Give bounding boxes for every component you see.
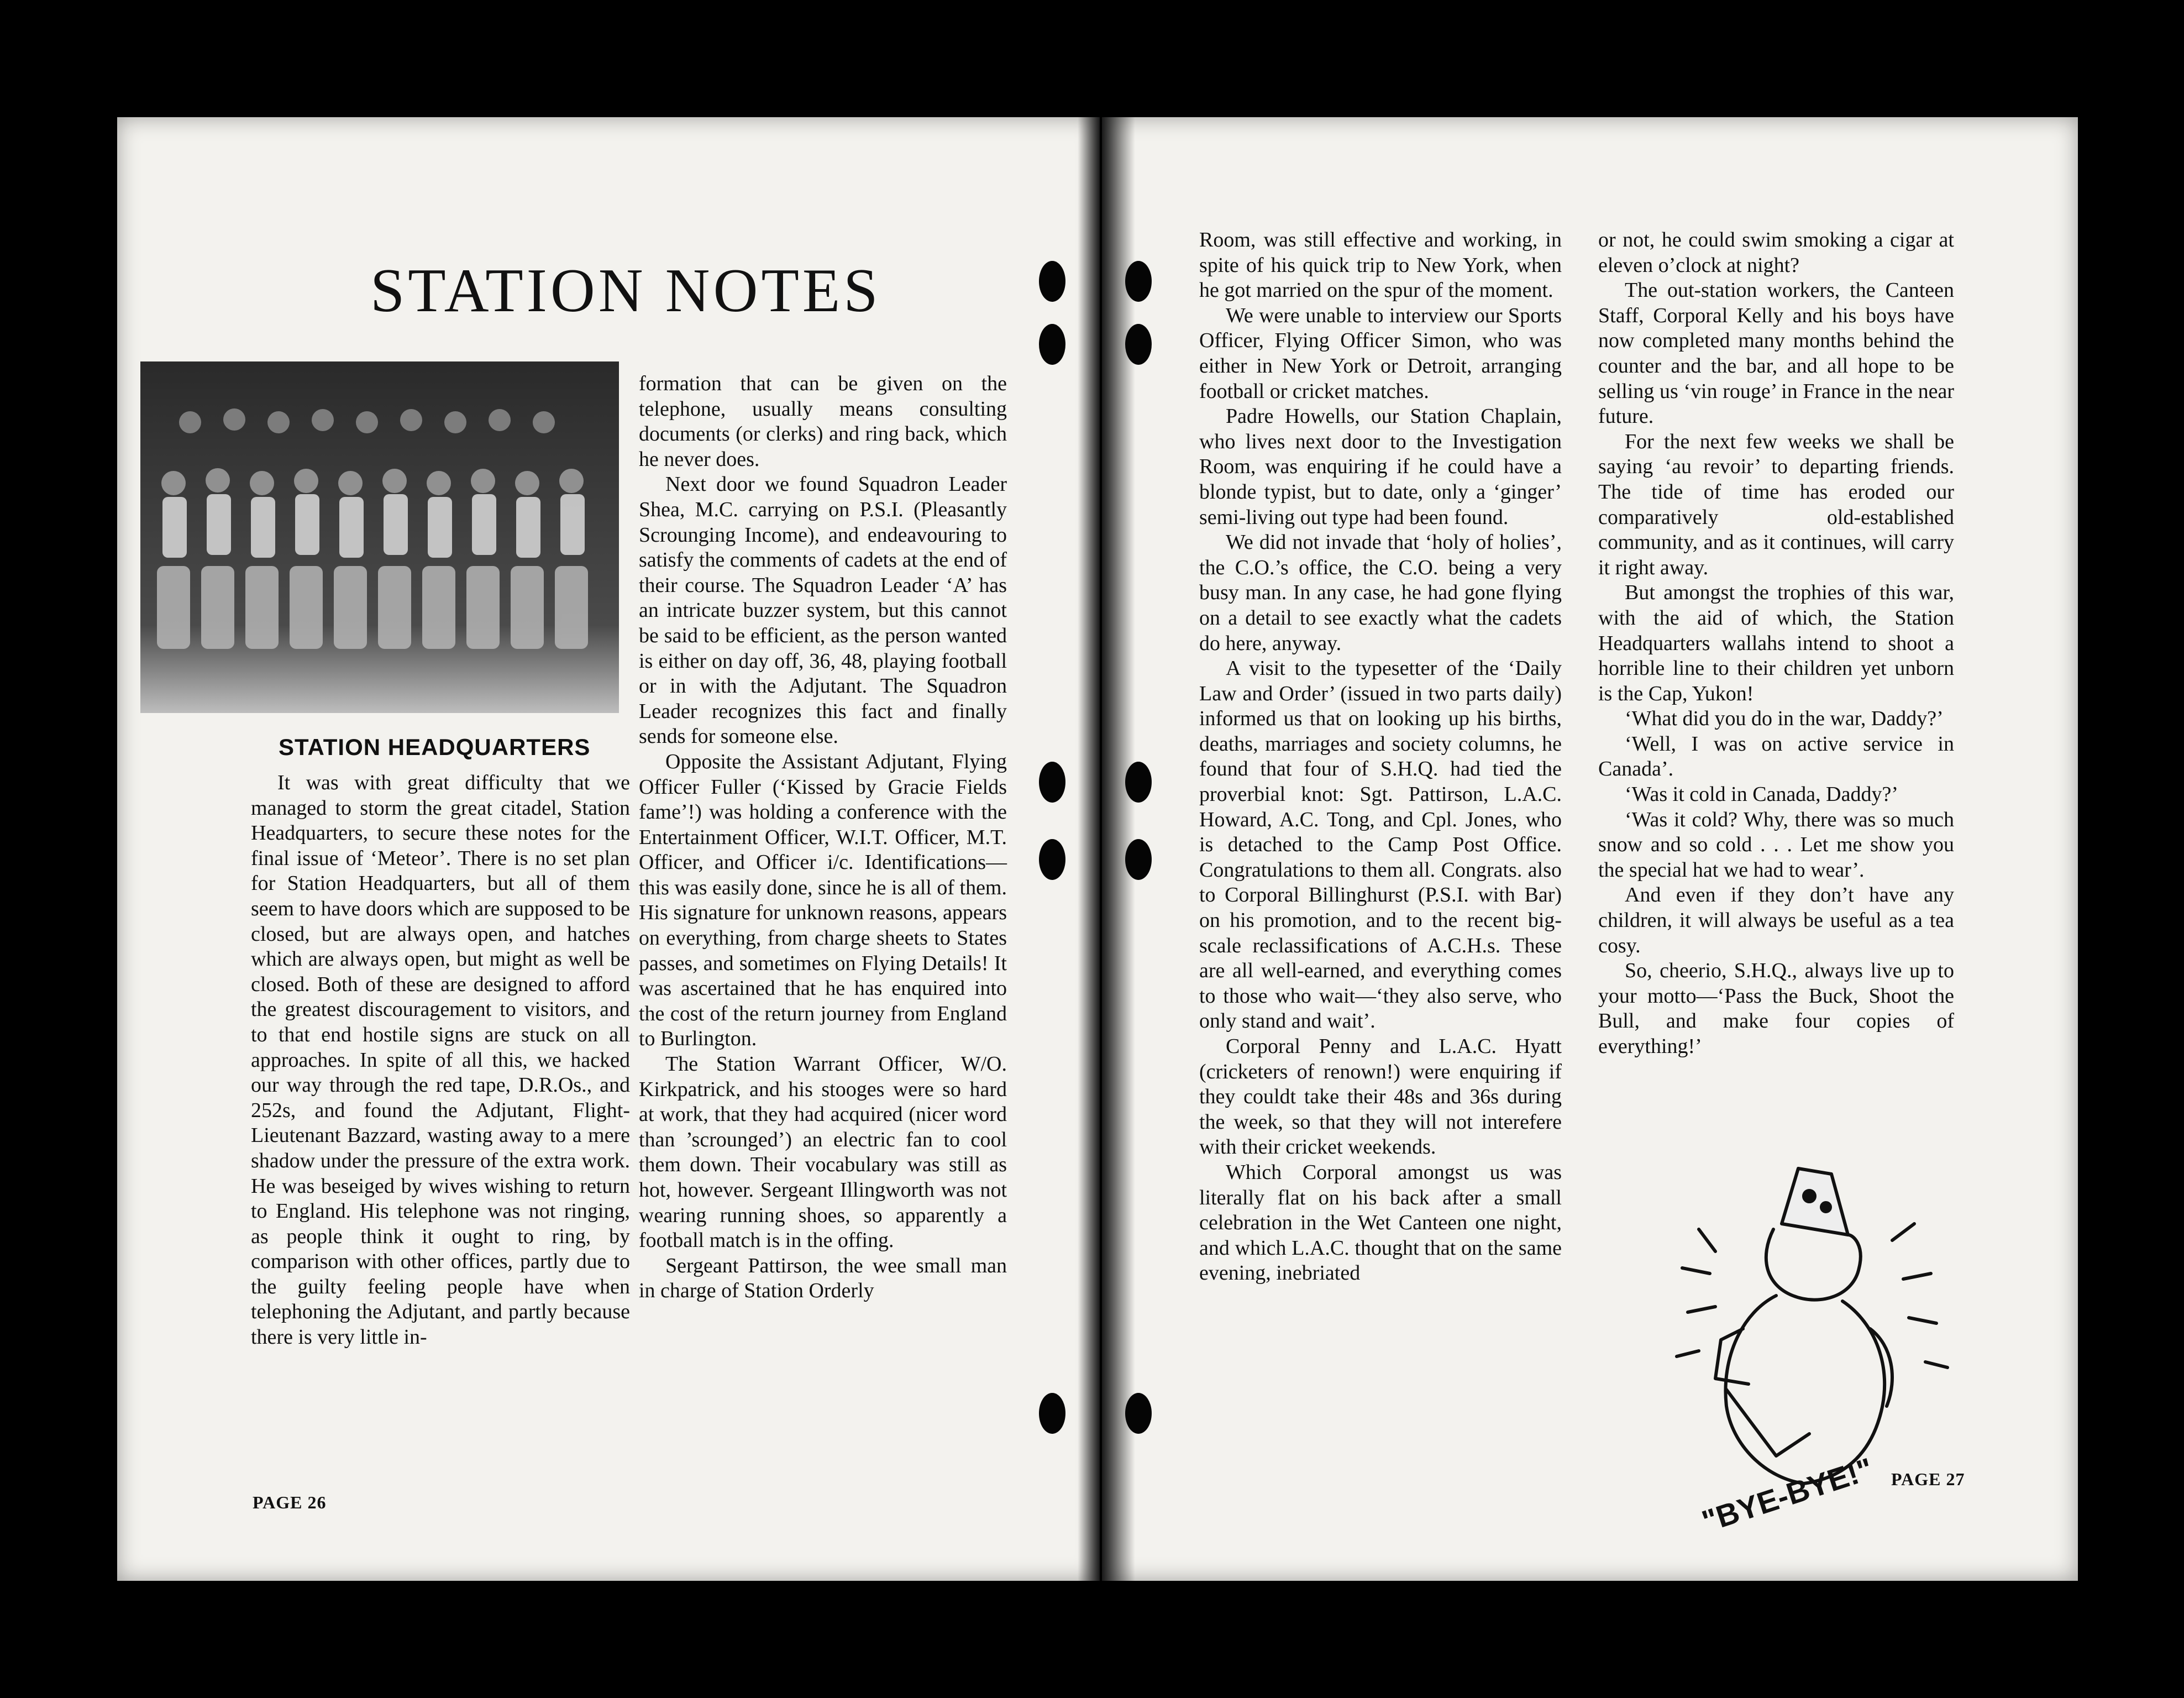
paragraph: Opposite the Assistant Adjutant, Flying Officer Fuller (‘Kissed by Gracie Fields fame’!) was holding a conference with the Entertainment Officer, W.I.T. Officer, M.T. Officer, and Officer i/c. Identifications—this was easily done, since he is all of them. His signature for unknown reasons, appears on everything, from charge sheets to States passes, and sometimes on Flying Details! It was ascertained that he has enquired into the cost of the return journey from England to Burlington. [639,750,1007,1051]
binder-hole [1039,1393,1065,1434]
binder-hole [1039,839,1065,880]
column-1 [251,771,630,1350]
paragraph: Room, was still effective and working, in spite of his quick trip to New York, when he got married on the spur of the moment. [1199,228,1562,302]
cartoon-illustration [1632,1146,1992,1578]
binder-hole [1039,762,1065,803]
column-4 [1598,228,1954,1060]
paragraph: Next door we found Squadron Leader Shea, M.C. carrying on P.S.I. (Pleasantly Scrounging Income), and endeavouring to satisfy the comments of cadets at the end of their course. The Squadron Leader ‘A’ has an intricate buzzer system, but this cannot be said to be efficient, as the person wanted is either on day off, 36, 48, playing football or in with the Adjutant. The Squadron Leader recognizes this fact and finally sends for someone else. [639,473,1007,748]
paragraph: The Station Warrant Officer, W/O. Kirkpatrick, and his stooges were so hard at work, that they had acquired (nicer word than ’scrounged’) an electric fan to cool them down. Their vocabulary was still as hot, however. Sergeant Illingworth was not wearing running shoes, so apparently a football match is in the offing. [639,1052,1007,1252]
paragraph: ‘Was it cold in Canada, Daddy?’ [1625,783,1899,806]
paragraph: And even if they don’t have any children, it will always be useful as a tea cosy. [1598,883,1954,957]
binder-holes-right [1125,0,1175,1698]
binder-hole [1039,324,1065,365]
paragraph: We were unable to interview our Sports Officer, Flying Officer Simon, who was either in New York or Detroit, arranging football or cricket matches. [1199,303,1562,403]
paragraph: or not, he could swim smoking a cigar at eleven o’clock at night? [1598,228,1954,277]
page-number: PAGE 26 [253,1492,327,1512]
binder-hole [1039,261,1065,302]
paragraph: But amongst the trophies of this war, with the aid of which, the Station Headquarters wallahs intend to shoot a horrible line to their children yet unborn is the Cap, Yukon! [1598,581,1954,705]
paragraph: Padre Howells, our Station Chaplain, who lives next door to the Investigation Room, was enquiring if he could have a blonde typist, but to date, only a ‘ginger’ semi-living out type had been found. [1199,405,1562,529]
binder-hole [1125,324,1152,365]
paragraph: A visit to the typesetter of the ‘Daily Law and Order’ (issued in two parts daily) informed us that on looking up his births, deaths, marriages and society columns, he found that four of S.H.Q. had tied the proverbial knot: Sgt. Pattirson, L.A.C. Howard, A.C. Tong, and Cpl. Jones, who is detached to the Camp Post Office. Congratulations to them all. Congrats. also to Corporal Billinghurst (P.S.I. with Bar) on his promotion, and to the recent big-scale reclassifications of A.C.H.s. These are all well-earned, and everything comes to those who wait—‘they also serve, who only stand and wait’. [1199,657,1562,1033]
cartoon-caption: "BYE-BYE!" [1698,1450,1877,1539]
section-heading: STATION HEADQUARTERS [279,734,591,760]
paragraph: ‘What did you do in the war, Daddy?’ [1625,707,1944,731]
crying-man-cartoon-icon [1632,1146,1992,1578]
paragraph: formation that can be given on the telephone, usually means consulting documents (or clerks) and ring back, which he never does. [639,372,1007,471]
binder-holes-left [1039,0,1089,1698]
paragraph: ‘Well, I was on active service in Canada’. [1598,732,1954,781]
paragraph: So, cheerio, S.H.Q., always live up to your motto—‘Pass the Buck, Shoot the Bull, and make four copies of everything!’ [1598,959,1954,1058]
paragraph: For the next few weeks we shall be saying ‘au revoir’ to departing friends. The tide of time has eroded our comparatively old-established community, and as it continues, will carry it right away. [1598,429,1954,579]
page-number: PAGE 27 [1891,1469,1965,1489]
binder-hole [1125,1393,1152,1434]
binder-hole [1125,762,1152,803]
paragraph: Sergeant Pattirson, the wee small man in charge of Station Orderly [639,1254,1007,1303]
left-page [117,117,1100,1581]
group-photo-image [140,361,619,713]
binder-hole [1125,261,1152,302]
page-title: STATION NOTES [370,256,881,325]
paragraph: We did not invade that ‘holy of holies’, the C.O.’s office, the C.O. being a very busy man. In any case, he had gone flying on a detail to see exactly what the cadets do here, anyway. [1199,531,1562,655]
column-2 [639,371,1007,1304]
column-3 [1199,228,1562,1286]
paragraph: Corporal Penny and L.A.C. Hyatt (cricketers of renown!) were enquiring if they couldt take their 48s and 36s during the week, so that they will not interefere with their cricket weekends. [1199,1035,1562,1159]
binder-hole [1125,839,1152,880]
paragraph: ‘Was it cold? Why, there was so much snow and so cold . . . Let me show you the special hat we had to wear’. [1598,808,1954,882]
paragraph: It was with great difficulty that we managed to storm the great citadel, Station Headquarters, to secure these notes for the final issue of ‘Meteor’. There is no set plan for Station Headquarters, but all of them seem to have doors which are supposed to be closed, but are always open, and hatches which are always open, but might as well be closed. Both of these are designed to afford the greatest discouragement to visitors, and to that end hostile signs are stuck on all approaches. In spite of all this, we hacked our way through the red tape, D.R.Os., and 252s, and found the Adjutant, Flight-Lieutenant Bazzard, wasting away to a mere shadow under the pressure of the extra work. He was beseiged by wives wishing to return to England. His telephone was not ringing, as people think it ought to ring, by comparison with other offices, partly due to the guilty feeling people have when telephoning the Adjutant, and partly because there is very little in- [251,771,630,1349]
right-page [1102,117,2078,1581]
group-photo [140,361,619,713]
paragraph: The out-station workers, the Canteen Staff, Corporal Kelly and his boys have now completed many months behind the counter and the bar, and all hope to be selling us ‘vin rouge’ in France in the near future. [1598,279,1954,428]
paragraph: Which Corporal amongst us was literally flat on his back after a small celebration in the Wet Canteen one night, and which L.A.C. thought that on the same evening, inebriated [1199,1160,1562,1285]
